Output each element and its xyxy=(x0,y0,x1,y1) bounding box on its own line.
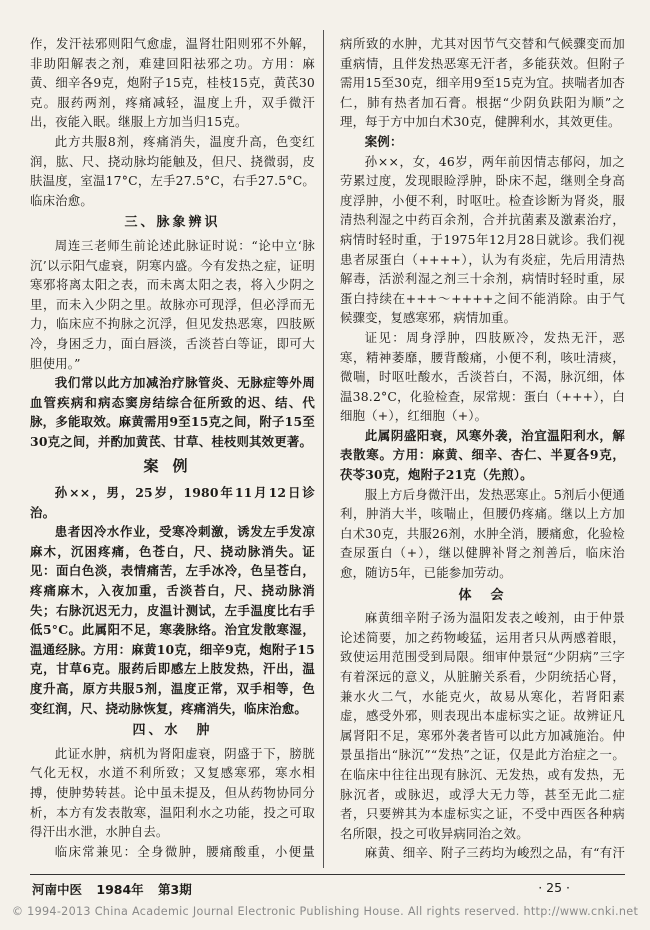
journal-footer xyxy=(32,880,202,898)
paragraph: 麻黄细辛附子汤为温阳发表之峻剂，由于仲景论述简要，加之药物峻猛，运用者只从两感着眼，致使运用范围受到局限。细审仲景冠“少阴病”三字有着深远的意义，从脏腑关系看，少阴统括心肾，兼水火二气，水能克火，故易从寒化，若肾阳素虚，感受外邪，则表现出本虚标实之证。故辨证凡属肾阳不足，寒邪外袭者皆可以此方加减施治。仲景虽指出“脉沉”“发热”之证，仅是此方治症之一。在临床中往往出现有脉沉、无发热，或有发热，无脉沉者，或脉迟，或浮大无力等，甚至无此二症者，只要辨其为本虚标实之证，不受中西医各种病名所限，投之可收异病同治之效。 xyxy=(340,610,625,841)
page-number: · 25 · xyxy=(538,880,570,895)
paragraph: 病所致的水肿，尤其对因节气交替和气候骤变而加重病情，且伴发热恶寒无汗者，多能获效。但附子需用15至30克，细辛用9至15克为宜。挟喘者加杏仁，肺有热者加石膏。根据“少阴负趺阳为顺”之理，每于方中加白术30克，健脾利水，其效更佳。 xyxy=(340,36,625,130)
paragraph: 周连三老师生前论述此脉证时说：“论中立‘脉沉’以示阳气虚衰，阴寒内盛。今有发热之症，证明寒邪将离太阳之表，而未离太阳之表，将入少阴之里，而未入少阴之里。故脉亦可现浮，但必浮而无力，临床应不拘脉之沉浮，但见发热恶寒，四肢厥冷，身困乏力，面白唇淡，舌淡苔白等证，即可大胆使用。” xyxy=(30,237,315,371)
section-heading-edema: 四、水 肿 xyxy=(132,723,213,739)
case-title: 案例： xyxy=(364,133,403,149)
left-column xyxy=(30,34,315,864)
section-heading-experience: 体 会 xyxy=(458,587,507,603)
paragraph: 服上方后身微汗出，发热恶寒止。5剂后小便通利，肿消大半，咳喘止，但腰仍疼痛。继以上方加白术30克，共服26剂，水肿全消，腰痛愈，化验检查尿蛋白（+），继以健脾补肾之剂善后，临床治愈，随访5年，已能参加劳动。 xyxy=(340,486,625,581)
paragraph: 临床常兼见：全身微肿，腰痛酸重，小便量 xyxy=(54,843,315,859)
column-divider xyxy=(323,30,324,868)
paragraph: 患者因冷水作业，受寒冷刺激，诱发左手发凉麻木，沉困疼痛，色苍白，尺、挠动脉消失。证见：面白色淡，表情痛苦，左手冰冷，色呈苍白，疼痛麻木，入夜加重，舌淡苔白，尺、挠动脉消失；右脉沉迟无力，皮温计测试，左手温度比右手低5°C。此属阳不足，寒袭脉络。治宜发散寒湿，温通经脉。方用：麻黄10克，细辛9克，炮附子15克，甘草6克。服药后即感左上肢发热，汗出，温度升高，原方共服5剂，温度正常，双手相等，色变红润，尺、挠动脉恢复，疼痛消失，临床治愈。 xyxy=(30,524,315,716)
paragraph: 作，发汗祛邪则阳气愈虚，温肾壮阳则邪不外解，非助阳解表之剂，难建回阳祛邪之功。方用：麻黄、细辛各9克，炮附子15克，桂枝15克，黄芪30克。服药两剂，疼痛减轻，温度上升，双手微汗出，夜能入眠。继服上方加当归15克。 xyxy=(30,36,315,130)
paragraph: 此属阴盛阳衰，风寒外袭，治宜温阳利水，解表散寒。方用：麻黄、细辛、杏仁、半夏各9克，茯苓30克，炮附子21克（先煎）。 xyxy=(340,427,625,483)
case-heading: 案例 xyxy=(143,457,202,476)
paragraph: 麻黄、细辛、附子三药均为峻烈之品，有“有汗 xyxy=(364,845,625,861)
paragraph: 证见：周身浮肿，四肢厥冷，发热无汗，恶寒，精神萎靡，腰背酸痛，小便不利，咳吐清痰，微喘，时呕吐酸水，舌淡苔白，不渴，脉沉细，体温38.2°C，化验检查，尿常规：蛋白（+++），白细胞（+），红细胞（+）。 xyxy=(340,329,625,424)
paragraph: 孙××，女，46岁，两年前因情志郁闷，加之劳累过度，发现眼睑浮肿，卧床不起，继则全身高度浮肿，小便不利，时呕吐。检查诊断为肾炎，服清热利湿之中药百余剂，合并抗菌素及激素治疗，病情时轻时重，于1975年12月28日就诊。我们视患者尿蛋白（++++），认为有炎症，先后用清热解毒，活淤利湿之剂三十余剂，病情时轻时重，尿蛋白持续在+++～++++之间不能消除。由于气候骤变，复感寒邪，病情加重。 xyxy=(340,153,625,326)
journal-name: 河南中医 xyxy=(32,882,83,897)
paragraph: 我们常以此方加减治疗脉管炎、无脉症等外周血管疾病和病态窦房结综合征所致的迟、结、代脉，多能取效。麻黄需用9至15克之间，附子15至30克之间，并酌加黄芪、甘草、桂枝则其效更著。 xyxy=(30,375,315,449)
footer-rule xyxy=(30,874,625,875)
right-column xyxy=(340,34,625,864)
case-intro: 孙××，男，25岁，1980年11月12日诊治。 xyxy=(30,485,315,520)
paragraph: 此方共服8剂，疼痛消失，温度升高，色变红润，肱、尺、挠动脉均能触及，但尺、挠微弱，皮肤温度，室温17°C，左手27.5°C，右手27.5°C。临床治愈。 xyxy=(30,133,315,208)
paragraph: 此证水肿，病机为肾阳虚衰，阴盛于下，膀胱气化无权，水道不利所致；又复感寒邪，寒水相搏，使肿势转甚。论中虽未提及，但从药物协同分析，本方有发表散寒，温阳利水之功能，投之可取得汗出水泄，水肿自去。 xyxy=(30,745,315,840)
journal-issue: 第3期 xyxy=(158,882,192,897)
section-heading-pulse: 三、脉象辨识 xyxy=(124,215,221,231)
journal-year: 1984年 xyxy=(96,882,144,897)
copyright-notice: © 1994-2013 China Academic Journal Electronic Publishing House. All rights reserved. http://www.cnki.net xyxy=(11,905,639,918)
